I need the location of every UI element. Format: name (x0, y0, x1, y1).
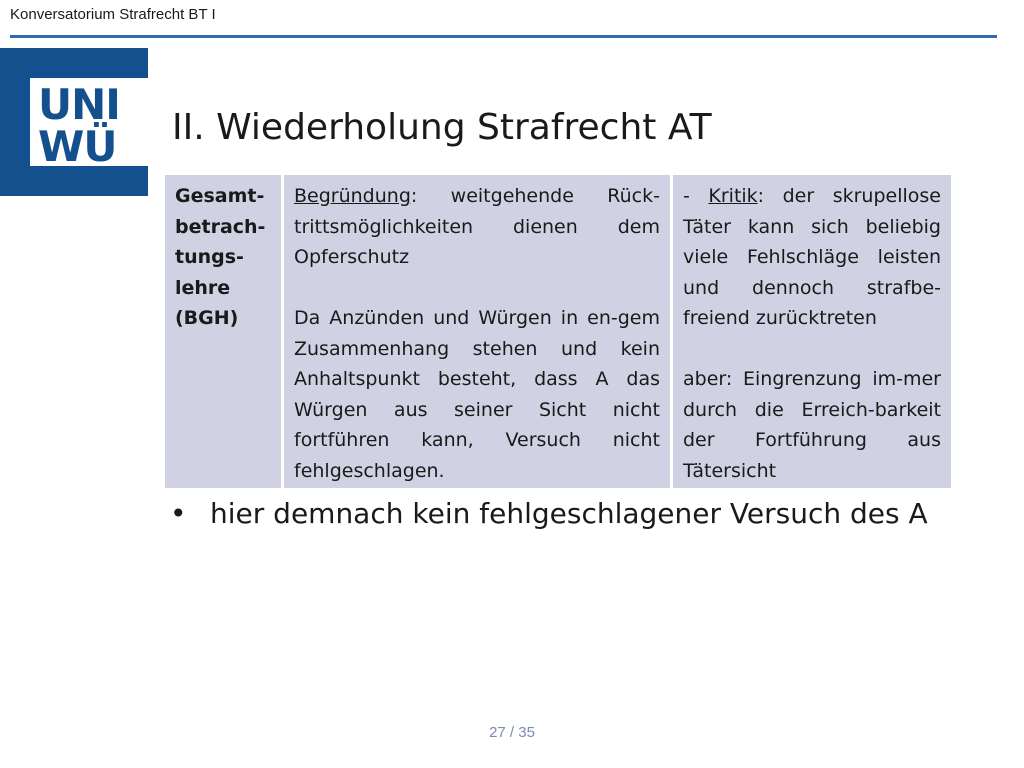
table-row (165, 175, 951, 488)
critique-prefix: - (683, 185, 709, 207)
theory-name-line: Gesamt- (175, 185, 265, 207)
logo-panel (30, 78, 148, 171)
critique-text: : der skrupellose Täter kann sich beliebig viele Fehlschläge leisten und dennoch strafbe-freiend zurücktreten (683, 185, 941, 329)
critique-cell (673, 175, 951, 488)
logo-line-1: UNI (38, 80, 120, 129)
application-paragraph: Da Anzünden und Würgen in en-gem Zusammenhang stehen und kein Anhaltspunkt besteht, dass A das Würgen aus seiner Sicht nicht fortführen kann, Versuch nicht fehlgeschlagen. (294, 307, 660, 482)
logo-line-2: WÜ (38, 122, 117, 171)
reasoning-text: : weitgehende Rück-trittsmöglichkeiten dienen dem Opferschutz (294, 185, 660, 268)
bullet-text: hier demnach kein fehlgeschlagener Versuch des A (210, 497, 928, 530)
header-divider (10, 35, 997, 38)
critique-label: Kritik (708, 185, 758, 207)
reasoning-label: Begründung (294, 185, 411, 207)
theory-name-line: betrach- (175, 215, 266, 238)
paragraph-gap (294, 273, 660, 304)
slide-title: II. Wiederholung Strafrecht AT (172, 107, 712, 148)
bullet-marker: • (170, 497, 187, 530)
page-number: 27 / 35 (489, 724, 535, 741)
critique-paragraph (683, 181, 941, 334)
reasoning-paragraph (294, 181, 660, 273)
conclusion-bullet (170, 497, 928, 530)
theory-table (162, 175, 954, 488)
theory-name-line: tungs- (175, 246, 244, 268)
theory-name-line: lehre (175, 276, 231, 299)
theory-name-cell (165, 175, 281, 488)
university-logo (0, 48, 148, 196)
paragraph-gap (683, 334, 941, 365)
theory-name-line: (BGH) (175, 307, 239, 329)
limitation-paragraph: aber: Eingrenzung im-mer durch die Erreich-barkeit der Fortführung aus Tätersicht (683, 368, 941, 482)
reasoning-cell (284, 175, 670, 488)
course-title: Konversatorium Strafrecht BT I (10, 6, 216, 23)
